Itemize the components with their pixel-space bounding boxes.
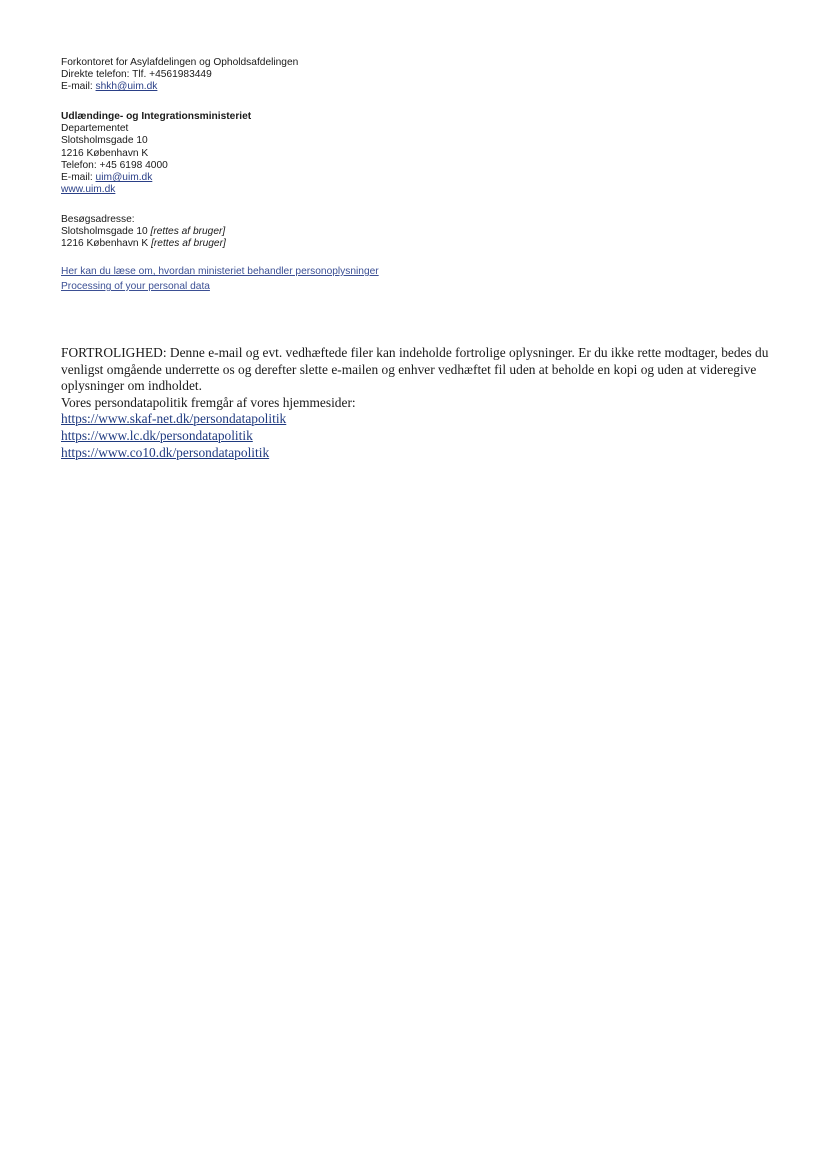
policy-link-lc[interactable]: https://www.lc.dk/persondatapolitik xyxy=(61,427,253,443)
policy-link-co10[interactable]: https://www.co10.dk/persondatapolitik xyxy=(61,444,270,460)
ministry-street: Slotsholmsgade 10 xyxy=(61,135,148,147)
signature-block xyxy=(61,57,298,94)
visit-heading: Besøgsadresse: xyxy=(61,214,135,225)
privacy-link-danish[interactable]: Her kan du læse om, hvordan ministeriet behandler personoplysninger xyxy=(61,266,379,277)
email-label: E-mail: xyxy=(61,81,96,93)
policy-intro: Vores persondatapolitik fremgår af vores hjemmesider: xyxy=(61,394,356,410)
email-line xyxy=(61,81,298,93)
confidentiality-disclaimer xyxy=(61,345,771,461)
ministry-name: Udlændinge- og Integrationsministeriet xyxy=(61,111,252,122)
ministry-website-line xyxy=(61,184,251,196)
visit-city-note: [rettes af bruger] xyxy=(151,238,226,250)
ministry-website-link[interactable]: www.uim.dk xyxy=(61,184,116,196)
ministry-email-label: E-mail: xyxy=(61,172,96,184)
privacy-links-block xyxy=(61,264,379,294)
department-name: Departementet xyxy=(61,123,129,135)
email-link[interactable]: shkh@uim.dk xyxy=(95,81,158,93)
visit-street-note: [rettes af bruger] xyxy=(150,226,226,238)
ministry-block xyxy=(61,111,251,196)
visit-street: Slotsholmsgade 10 xyxy=(61,226,151,238)
privacy-link-english[interactable]: Processing of your personal data xyxy=(61,281,210,292)
ministry-phone: Telefon: +45 6198 4000 xyxy=(61,159,168,171)
visit-street-line xyxy=(61,226,226,238)
disclaimer-text: FORTROLIGHED: Denne e-mail og evt. vedhæftede filer kan indeholde fortrolige oplysninger. Er du ikke rette modtager, bedes du venligst omgående underrette os og derefter slette e-mailen og enhver vedhæftet fil uden at beholde en kopi og uden at videregive oplysninger om indholdet. xyxy=(61,345,769,394)
visit-city: 1216 København K xyxy=(61,238,152,250)
visit-city-line xyxy=(61,238,226,250)
policy-link-skaf[interactable]: https://www.skaf-net.dk/persondatapolitik xyxy=(61,411,287,427)
visit-address-block xyxy=(61,214,226,251)
ministry-email-link[interactable]: uim@uim.dk xyxy=(95,172,153,184)
ministry-city: 1216 København K xyxy=(61,147,149,159)
direct-phone: Direkte telefon: Tlf. +4561983449 xyxy=(61,69,212,81)
ministry-email-line xyxy=(61,172,251,184)
office-name: Forkontoret for Asylafdelingen og Opholdsafdelingen xyxy=(61,57,299,68)
